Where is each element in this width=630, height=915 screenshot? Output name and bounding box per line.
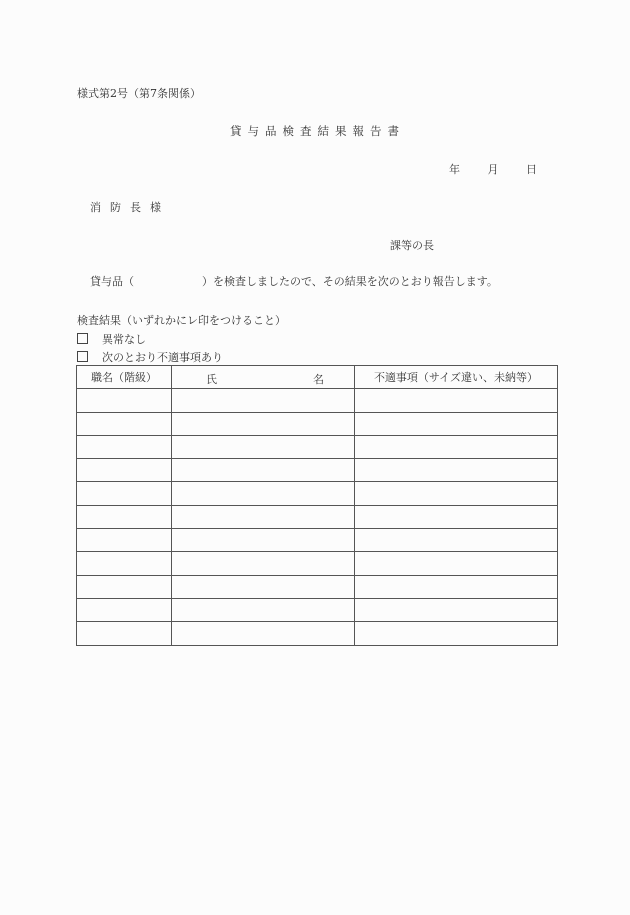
result-label: 検査結果（いずれかにレ印をつけること）: [77, 314, 286, 327]
table-row: [77, 435, 558, 458]
table-row: [77, 552, 558, 575]
inspection-table: [76, 365, 558, 646]
cell-position[interactable]: [77, 435, 172, 458]
header-name-mei: 名: [313, 373, 324, 386]
table-row: [77, 482, 558, 505]
cell-position[interactable]: [77, 552, 172, 575]
option-has-issues[interactable]: [77, 349, 223, 365]
cell-issues[interactable]: [355, 529, 558, 552]
header-name: [172, 366, 355, 389]
cell-position[interactable]: [77, 598, 172, 621]
cell-issues[interactable]: [355, 482, 558, 505]
table-row: [77, 412, 558, 435]
table-row: [77, 598, 558, 621]
table-body: [77, 389, 558, 645]
cell-name[interactable]: [172, 482, 355, 505]
date-line: [449, 161, 537, 177]
table-row: [77, 389, 558, 412]
cell-name[interactable]: [172, 505, 355, 528]
body-text: [90, 273, 498, 289]
cell-issues[interactable]: [355, 389, 558, 412]
cell-issues[interactable]: [355, 505, 558, 528]
option-no-issues[interactable]: [77, 331, 146, 347]
addressee: 消防長様: [90, 201, 170, 214]
checkbox-no-issues[interactable]: [77, 333, 88, 344]
cell-issues[interactable]: [355, 575, 558, 598]
cell-position[interactable]: [77, 389, 172, 412]
header-position: 職名（階級）: [77, 366, 172, 389]
date-month-label: 月: [487, 163, 499, 176]
cell-position[interactable]: [77, 505, 172, 528]
cell-position[interactable]: [77, 412, 172, 435]
checkbox-has-issues[interactable]: [77, 351, 88, 362]
cell-position[interactable]: [77, 575, 172, 598]
cell-name[interactable]: [172, 389, 355, 412]
date-year-label: 年: [449, 163, 460, 176]
cell-position[interactable]: [77, 482, 172, 505]
cell-name[interactable]: [172, 435, 355, 458]
table-row: [77, 529, 558, 552]
table-row: [77, 459, 558, 482]
cell-issues[interactable]: [355, 622, 558, 645]
header-name-sei: 氏: [206, 373, 217, 386]
cell-name[interactable]: [172, 412, 355, 435]
cell-position[interactable]: [77, 459, 172, 482]
cell-issues[interactable]: [355, 459, 558, 482]
date-day-label: 日: [526, 163, 537, 176]
cell-name[interactable]: [172, 575, 355, 598]
cell-issues[interactable]: [355, 412, 558, 435]
sender: 課等の長: [390, 239, 434, 252]
table-row: [77, 575, 558, 598]
cell-issues[interactable]: [355, 435, 558, 458]
cell-name[interactable]: [172, 529, 355, 552]
cell-name[interactable]: [172, 459, 355, 482]
option-has-issues-label: 次のとおり不適事項あり: [102, 351, 223, 364]
body-suffix: ）を検査しましたので、その結果を次のとおり報告します。: [202, 275, 498, 288]
cell-position[interactable]: [77, 529, 172, 552]
document-title: 貸与品検査結果報告書: [230, 124, 405, 138]
cell-name[interactable]: [172, 622, 355, 645]
table-row: [77, 622, 558, 645]
cell-name[interactable]: [172, 552, 355, 575]
cell-name[interactable]: [172, 598, 355, 621]
option-no-issues-label: 異常なし: [102, 333, 146, 346]
cell-position[interactable]: [77, 622, 172, 645]
header-issues: 不適事項（サイズ違い、未納等）: [355, 366, 558, 389]
table-row: [77, 505, 558, 528]
cell-issues[interactable]: [355, 598, 558, 621]
body-prefix: 貸与品（: [90, 275, 134, 288]
form-number: 様式第2号（第7条関係）: [77, 87, 201, 100]
table-header-row: [77, 366, 558, 389]
cell-issues[interactable]: [355, 552, 558, 575]
